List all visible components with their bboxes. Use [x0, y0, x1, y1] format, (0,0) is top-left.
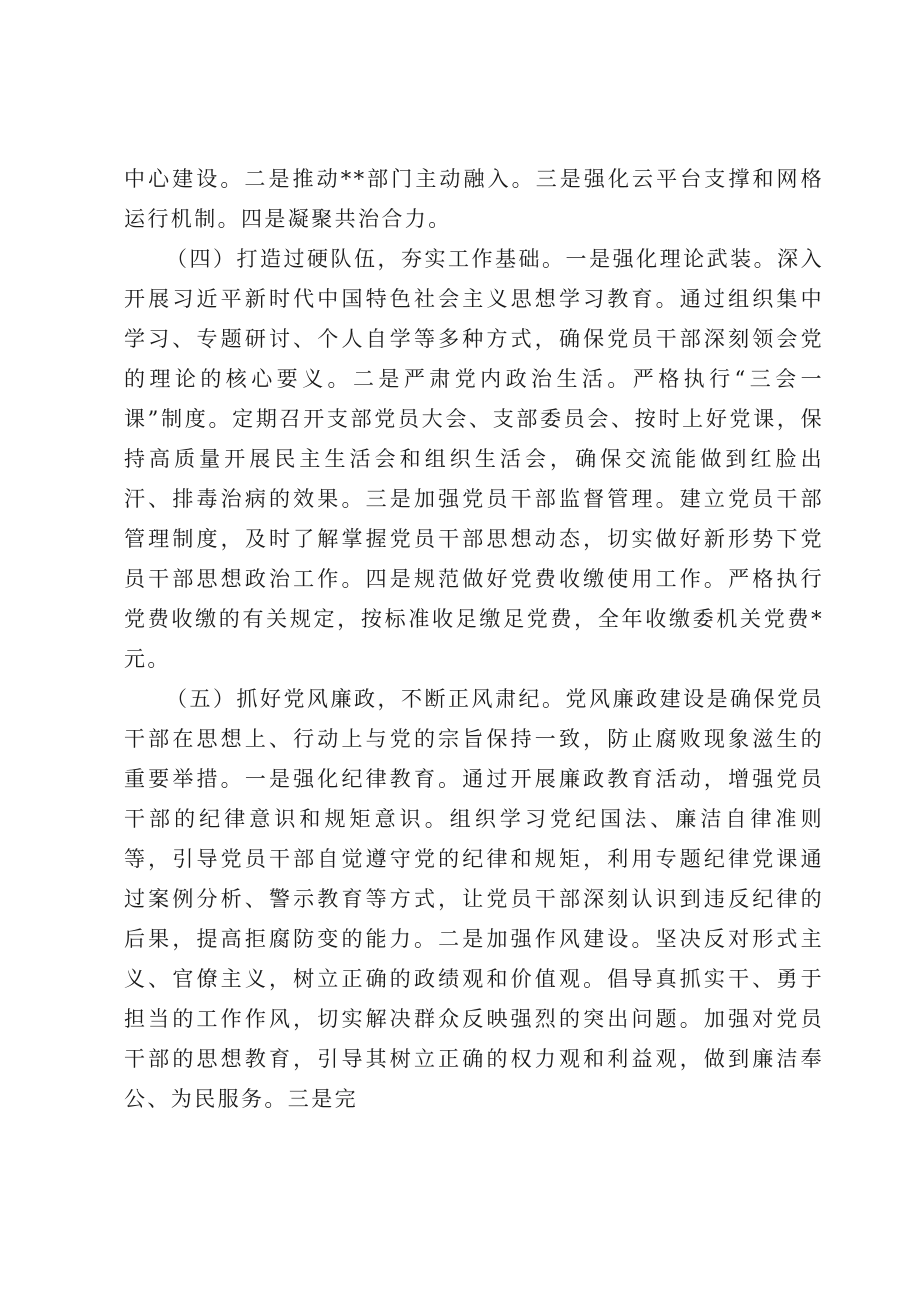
paragraph-section-four: （四）打造过硬队伍，夯实工作基础。一是强化理论武装。深入开展习近平新时代中国特色社会主义思想学习教育。通过组织集中学习、专题研讨、个人自学等多种方式，确保党员干部深刻领会党的理论的核心要义。二是严肃党内政治生活。严格执行“三会一课”制度。定期召开支部党员大会、支部委员会、按时上好党课，保持高质量开展民主生活会和组织生活会，确保交流能做到红脸出汗、排毒治病的效果。三是加强党员干部监督管理。建立党员干部管理制度，及时了解掌握党员干部思想动态，切实做好新形势下党员干部思想政治工作。四是规范做好党费收缴使用工作。严格执行党费收缴的有关规定，按标准收足缴足党费，全年收缴委机关党费*元。 — [124, 247, 824, 671]
paragraph-continuation: 中心建设。二是推动**部门主动融入。三是强化云平台支撑和网格运行机制。四是凝聚共治合力。 — [124, 167, 824, 231]
paragraph-section-five: （五）抓好党风廉政，不断正风肃纪。党风廉政建设是确保党员干部在思想上、行动上与党的宗旨保持一致，防止腐败现象滋生的重要举措。一是强化纪律教育。通过开展廉政教育活动，增强党员干部的纪律意识和规矩意识。组织学习党纪国法、廉洁自律准则等，引导党员干部自觉遵守党的纪律和规矩，利用专题纪律党课通过案例分析、警示教育等方式，让党员干部深刻认识到违反纪律的后果，提高拒腐防变的能力。二是加强作风建设。坚决反对形式主义、官僚主义，树立正确的政绩观和价值观。倡导真抓实干、勇于担当的工作作风，切实解决群众反映强烈的突出问题。加强对党员干部的思想教育，引导其树立正确的权力观和利益观，做到廉洁奉公、为民服务。三是完 — [124, 687, 824, 1111]
document-body — [124, 159, 824, 1119]
